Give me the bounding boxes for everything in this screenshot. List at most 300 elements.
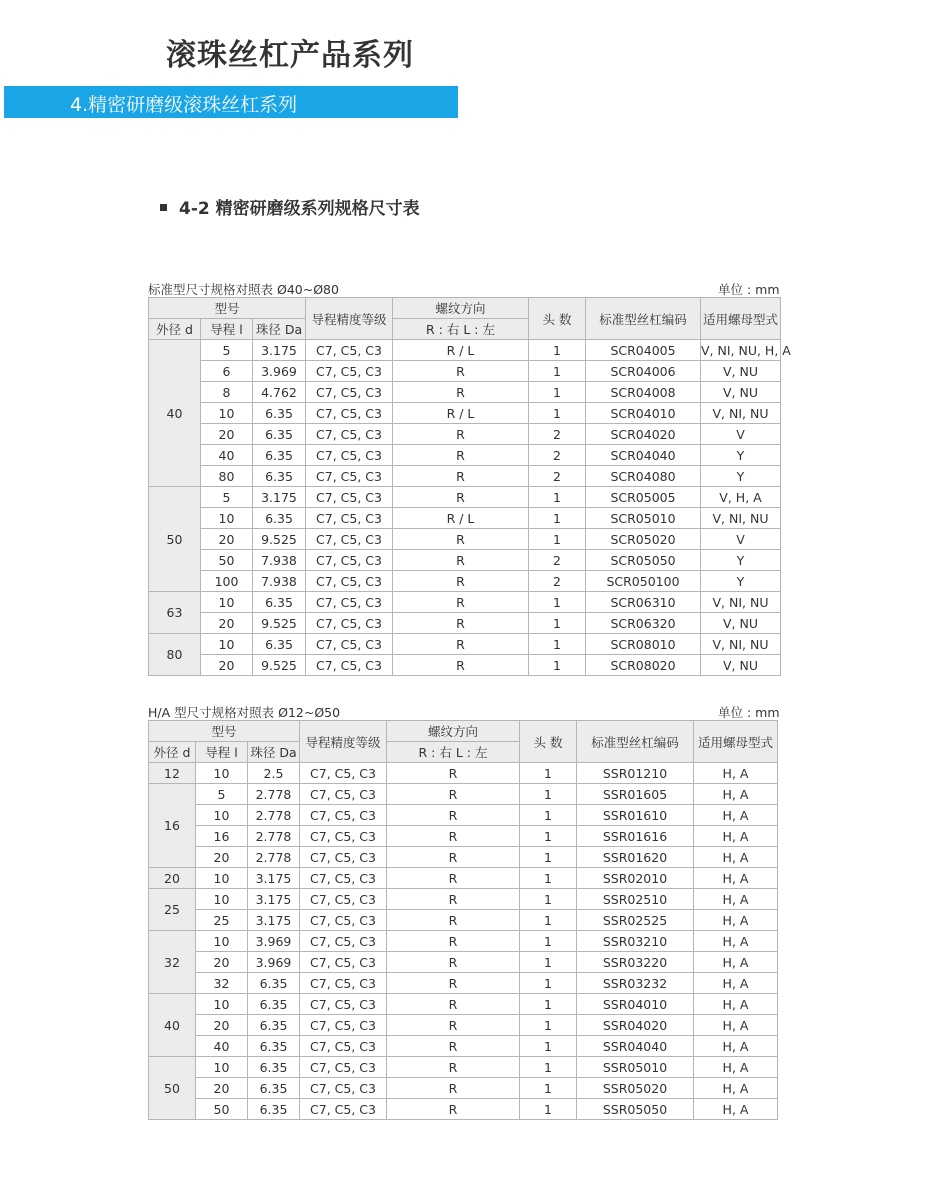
outer-diameter-cell: 80 <box>149 634 201 676</box>
header-ball: 珠径 Da <box>253 319 306 340</box>
outer-diameter-cell: 50 <box>149 487 201 592</box>
lead-cell: 10 <box>196 805 248 826</box>
precision-cell: C7, C5, C3 <box>300 1057 387 1078</box>
nut-type-cell: H, A <box>694 826 778 847</box>
screw-code-cell: SCR04080 <box>586 466 701 487</box>
precision-cell: C7, C5, C3 <box>300 910 387 931</box>
thread-direction-cell: R <box>393 487 529 508</box>
starts-cell: 2 <box>529 550 586 571</box>
table-row <box>149 1015 778 1036</box>
starts-cell: 1 <box>529 592 586 613</box>
ball-diameter-cell: 9.525 <box>253 655 306 676</box>
screw-code-cell: SCR05010 <box>586 508 701 529</box>
screw-code-cell: SSR01210 <box>577 763 694 784</box>
table-row <box>149 487 781 508</box>
page-title: 滚珠丝杠产品系列 <box>166 38 414 73</box>
outer-diameter-cell: 20 <box>149 868 196 889</box>
starts-cell: 1 <box>529 655 586 676</box>
lead-cell: 20 <box>196 847 248 868</box>
starts-cell: 2 <box>529 571 586 592</box>
precision-cell: C7, C5, C3 <box>300 1036 387 1057</box>
table1-unit: 单位 : mm <box>718 282 780 297</box>
starts-cell: 1 <box>520 973 577 994</box>
thread-direction-cell: R <box>387 826 520 847</box>
screw-code-cell: SSR02525 <box>577 910 694 931</box>
ball-diameter-cell: 2.778 <box>248 847 300 868</box>
nut-type-cell: V, NU <box>701 361 781 382</box>
nut-type-cell: H, A <box>694 868 778 889</box>
nut-type-cell: H, A <box>694 931 778 952</box>
lead-cell: 100 <box>201 571 253 592</box>
lead-cell: 10 <box>201 508 253 529</box>
table-row <box>149 868 778 889</box>
nut-type-cell: H, A <box>694 910 778 931</box>
starts-cell: 1 <box>520 868 577 889</box>
screw-code-cell: SCR05020 <box>586 529 701 550</box>
table-row <box>149 805 778 826</box>
precision-cell: C7, C5, C3 <box>300 931 387 952</box>
thread-direction-cell: R <box>387 1036 520 1057</box>
ball-diameter-cell: 6.35 <box>253 424 306 445</box>
precision-cell: C7, C5, C3 <box>306 592 393 613</box>
ball-diameter-cell: 6.35 <box>248 994 300 1015</box>
nut-type-cell: V, NI, NU <box>701 592 781 613</box>
screw-code-cell: SSR02510 <box>577 889 694 910</box>
screw-code-cell: SCR05050 <box>586 550 701 571</box>
screw-code-cell: SSR03220 <box>577 952 694 973</box>
table-row <box>149 529 781 550</box>
header-starts: 头 数 <box>520 721 577 763</box>
thread-direction-cell: R <box>393 382 529 403</box>
nut-type-cell: H, A <box>694 952 778 973</box>
screw-code-cell: SCR04008 <box>586 382 701 403</box>
outer-diameter-cell: 40 <box>149 340 201 487</box>
table-row <box>149 952 778 973</box>
ball-diameter-cell: 6.35 <box>248 1078 300 1099</box>
starts-cell: 1 <box>520 931 577 952</box>
ball-diameter-cell: 6.35 <box>253 445 306 466</box>
starts-cell: 1 <box>529 487 586 508</box>
table2-caption: H/A 型尺寸规格对照表 Ø12~Ø50 <box>148 705 341 720</box>
nut-type-cell: V, NI, NU <box>701 508 781 529</box>
ball-diameter-cell: 9.525 <box>253 529 306 550</box>
thread-direction-cell: R <box>393 655 529 676</box>
starts-cell: 1 <box>520 847 577 868</box>
screw-code-cell: SCR05005 <box>586 487 701 508</box>
ball-diameter-cell: 3.175 <box>248 910 300 931</box>
nut-type-cell: V, NU <box>701 655 781 676</box>
precision-cell: C7, C5, C3 <box>300 805 387 826</box>
precision-cell: C7, C5, C3 <box>300 1099 387 1120</box>
screw-code-cell: SSR01616 <box>577 826 694 847</box>
precision-cell: C7, C5, C3 <box>306 529 393 550</box>
screw-code-cell: SSR04010 <box>577 994 694 1015</box>
screw-code-cell: SCR08020 <box>586 655 701 676</box>
screw-code-cell: SCR04010 <box>586 403 701 424</box>
starts-cell: 1 <box>520 910 577 931</box>
screw-code-cell: SCR08010 <box>586 634 701 655</box>
subsection-title: 4-2 精密研磨级系列规格尺寸表 <box>179 199 420 219</box>
spec-table-standard <box>148 297 791 676</box>
table-row <box>149 655 781 676</box>
ball-diameter-cell: 3.175 <box>248 868 300 889</box>
square-bullet-icon <box>160 204 167 211</box>
ball-diameter-cell: 2.778 <box>248 784 300 805</box>
starts-cell: 1 <box>520 763 577 784</box>
nut-type-cell: H, A <box>694 973 778 994</box>
precision-cell: C7, C5, C3 <box>300 763 387 784</box>
table-row <box>149 466 781 487</box>
ball-diameter-cell: 6.35 <box>253 466 306 487</box>
screw-code-cell: SCR04020 <box>586 424 701 445</box>
thread-direction-cell: R / L <box>393 403 529 424</box>
table-row <box>149 508 781 529</box>
lead-cell: 10 <box>201 634 253 655</box>
starts-cell: 1 <box>520 1099 577 1120</box>
section-banner <box>4 86 458 118</box>
ball-diameter-cell: 6.35 <box>248 1015 300 1036</box>
starts-cell: 1 <box>520 952 577 973</box>
lead-cell: 25 <box>196 910 248 931</box>
header-precision: 导程精度等级 <box>300 721 387 763</box>
thread-direction-cell: R <box>393 634 529 655</box>
starts-cell: 1 <box>520 784 577 805</box>
nut-type-cell: H, A <box>694 763 778 784</box>
header-model: 型号 <box>149 298 306 319</box>
table-row <box>149 1099 778 1120</box>
precision-cell: C7, C5, C3 <box>300 994 387 1015</box>
lead-cell: 5 <box>201 340 253 361</box>
starts-cell: 1 <box>520 1015 577 1036</box>
nut-type-cell: V, NU <box>701 382 781 403</box>
lead-cell: 20 <box>201 529 253 550</box>
ball-diameter-cell: 2.778 <box>248 805 300 826</box>
lead-cell: 20 <box>201 655 253 676</box>
screw-code-cell: SCR06310 <box>586 592 701 613</box>
ball-diameter-cell: 2.5 <box>248 763 300 784</box>
outer-diameter-cell: 25 <box>149 889 196 931</box>
nut-type-cell: H, A <box>694 1036 778 1057</box>
lead-cell: 5 <box>196 784 248 805</box>
precision-cell: C7, C5, C3 <box>306 487 393 508</box>
table-row <box>149 931 778 952</box>
ball-diameter-cell: 6.35 <box>253 592 306 613</box>
screw-code-cell: SSR03232 <box>577 973 694 994</box>
precision-cell: C7, C5, C3 <box>300 1015 387 1036</box>
header-outer-d: 外径 d <box>149 742 196 763</box>
header-model: 型号 <box>149 721 300 742</box>
screw-code-cell: SCR04006 <box>586 361 701 382</box>
starts-cell: 1 <box>529 529 586 550</box>
table-row <box>149 571 781 592</box>
header-ball: 珠径 Da <box>248 742 300 763</box>
ball-diameter-cell: 3.175 <box>253 487 306 508</box>
ball-diameter-cell: 3.969 <box>253 361 306 382</box>
precision-cell: C7, C5, C3 <box>306 613 393 634</box>
table-row <box>149 994 778 1015</box>
header-code: 标准型丝杠编码 <box>586 298 701 340</box>
table-row <box>149 403 781 424</box>
table-row <box>149 445 781 466</box>
thread-direction-cell: R <box>387 784 520 805</box>
ball-diameter-cell: 2.778 <box>248 826 300 847</box>
nut-type-cell: V <box>701 529 781 550</box>
starts-cell: 1 <box>529 613 586 634</box>
nut-type-cell: H, A <box>694 1099 778 1120</box>
thread-direction-cell: R <box>393 361 529 382</box>
screw-code-cell: SCR050100 <box>586 571 701 592</box>
lead-cell: 50 <box>196 1099 248 1120</box>
precision-cell: C7, C5, C3 <box>306 382 393 403</box>
thread-direction-cell: R / L <box>393 340 529 361</box>
ball-diameter-cell: 9.525 <box>253 613 306 634</box>
thread-direction-cell: R <box>387 1078 520 1099</box>
thread-direction-cell: R <box>393 445 529 466</box>
table-row <box>149 361 781 382</box>
nut-type-cell: H, A <box>694 994 778 1015</box>
precision-cell: C7, C5, C3 <box>306 550 393 571</box>
precision-cell: C7, C5, C3 <box>300 889 387 910</box>
starts-cell: 1 <box>529 508 586 529</box>
precision-cell: C7, C5, C3 <box>300 973 387 994</box>
table-row <box>149 763 778 784</box>
starts-cell: 2 <box>529 466 586 487</box>
table-row <box>149 826 778 847</box>
nut-type-cell: Y <box>701 445 781 466</box>
lead-cell: 20 <box>201 613 253 634</box>
nut-type-cell: Y <box>701 571 781 592</box>
thread-direction-cell: R <box>387 1057 520 1078</box>
header-lead: 导程 l <box>196 742 248 763</box>
table-row <box>149 613 781 634</box>
lead-cell: 10 <box>196 1057 248 1078</box>
lead-cell: 10 <box>196 931 248 952</box>
outer-diameter-cell: 63 <box>149 592 201 634</box>
table1-caption: 标准型尺寸规格对照表 Ø40~Ø80 <box>148 282 339 297</box>
thread-direction-cell: R <box>393 571 529 592</box>
precision-cell: C7, C5, C3 <box>300 868 387 889</box>
ball-diameter-cell: 3.969 <box>248 952 300 973</box>
banner-title: 4.精密研磨级滚珠丝杠系列 <box>70 94 298 116</box>
screw-code-cell: SSR01605 <box>577 784 694 805</box>
header-outer-d: 外径 d <box>149 319 201 340</box>
thread-direction-cell: R <box>387 931 520 952</box>
table-row <box>149 784 778 805</box>
outer-diameter-cell: 40 <box>149 994 196 1057</box>
screw-code-cell: SSR05020 <box>577 1078 694 1099</box>
table-row <box>149 847 778 868</box>
table-row <box>149 592 781 613</box>
nut-type-cell: V, H, A <box>701 487 781 508</box>
lead-cell: 40 <box>201 445 253 466</box>
thread-direction-cell: R <box>387 847 520 868</box>
lead-cell: 10 <box>196 763 248 784</box>
thread-direction-cell: R <box>387 1099 520 1120</box>
thread-direction-cell: R <box>387 994 520 1015</box>
precision-cell: C7, C5, C3 <box>306 655 393 676</box>
lead-cell: 50 <box>201 550 253 571</box>
nut-type-cell: H, A <box>694 805 778 826</box>
starts-cell: 1 <box>529 382 586 403</box>
thread-direction-cell: R <box>393 550 529 571</box>
starts-cell: 1 <box>520 994 577 1015</box>
starts-cell: 1 <box>529 634 586 655</box>
ball-diameter-cell: 6.35 <box>253 403 306 424</box>
table-row <box>149 424 781 445</box>
starts-cell: 1 <box>529 403 586 424</box>
nut-type-cell: Y <box>701 550 781 571</box>
screw-code-cell: SSR05010 <box>577 1057 694 1078</box>
screw-code-cell: SSR03210 <box>577 931 694 952</box>
precision-cell: C7, C5, C3 <box>306 361 393 382</box>
table2-unit: 单位 : mm <box>718 705 780 720</box>
outer-diameter-cell: 12 <box>149 763 196 784</box>
lead-cell: 80 <box>201 466 253 487</box>
table-row <box>149 973 778 994</box>
nut-type-cell: H, A <box>694 847 778 868</box>
table-row <box>149 1036 778 1057</box>
thread-direction-cell: R <box>393 424 529 445</box>
precision-cell: C7, C5, C3 <box>300 1078 387 1099</box>
nut-type-cell: H, A <box>694 784 778 805</box>
lead-cell: 20 <box>196 952 248 973</box>
lead-cell: 10 <box>201 403 253 424</box>
header-lead: 导程 l <box>201 319 253 340</box>
nut-type-cell: H, A <box>694 1078 778 1099</box>
header-thread-sub: R : 右 L : 左 <box>393 319 529 340</box>
lead-cell: 40 <box>196 1036 248 1057</box>
starts-cell: 1 <box>520 1057 577 1078</box>
outer-diameter-cell: 16 <box>149 784 196 868</box>
thread-direction-cell: R <box>387 889 520 910</box>
nut-type-cell: V, NU <box>701 613 781 634</box>
ball-diameter-cell: 6.35 <box>248 1036 300 1057</box>
ball-diameter-cell: 6.35 <box>248 1099 300 1120</box>
table-row <box>149 340 781 361</box>
lead-cell: 20 <box>201 424 253 445</box>
screw-code-cell: SSR02010 <box>577 868 694 889</box>
header-precision: 导程精度等级 <box>306 298 393 340</box>
spec-table-ha <box>148 720 778 1120</box>
ball-diameter-cell: 7.938 <box>253 550 306 571</box>
starts-cell: 1 <box>520 826 577 847</box>
starts-cell: 2 <box>529 424 586 445</box>
thread-direction-cell: R / L <box>393 508 529 529</box>
screw-code-cell: SSR05050 <box>577 1099 694 1120</box>
subsection-heading <box>160 194 420 219</box>
thread-direction-cell: R <box>393 613 529 634</box>
nut-type-cell: H, A <box>694 1057 778 1078</box>
lead-cell: 10 <box>196 868 248 889</box>
starts-cell: 1 <box>520 1078 577 1099</box>
thread-direction-cell: R <box>387 910 520 931</box>
ball-diameter-cell: 6.35 <box>253 634 306 655</box>
ball-diameter-cell: 3.175 <box>253 340 306 361</box>
table-row <box>149 889 778 910</box>
precision-cell: C7, C5, C3 <box>306 340 393 361</box>
thread-direction-cell: R <box>387 1015 520 1036</box>
outer-diameter-cell: 32 <box>149 931 196 994</box>
nut-type-cell: H, A <box>694 889 778 910</box>
nut-type-cell: V, NI, NU, H, A <box>701 340 781 361</box>
thread-direction-cell: R <box>393 592 529 613</box>
ball-diameter-cell: 6.35 <box>248 1057 300 1078</box>
starts-cell: 1 <box>520 805 577 826</box>
outer-diameter-cell: 50 <box>149 1057 196 1120</box>
thread-direction-cell: R <box>387 973 520 994</box>
precision-cell: C7, C5, C3 <box>306 403 393 424</box>
precision-cell: C7, C5, C3 <box>300 826 387 847</box>
table-row <box>149 382 781 403</box>
ball-diameter-cell: 3.175 <box>248 889 300 910</box>
lead-cell: 8 <box>201 382 253 403</box>
ball-diameter-cell: 6.35 <box>253 508 306 529</box>
nut-type-cell: V <box>701 424 781 445</box>
precision-cell: C7, C5, C3 <box>300 847 387 868</box>
nut-type-cell: V, NI, NU <box>701 403 781 424</box>
lead-cell: 6 <box>201 361 253 382</box>
header-starts: 头 数 <box>529 298 586 340</box>
precision-cell: C7, C5, C3 <box>306 634 393 655</box>
header-nut-type: 适用螺母型式 <box>694 721 778 763</box>
header-thread-dir: 螺纹方向 <box>393 298 529 319</box>
table-row <box>149 910 778 931</box>
screw-code-cell: SCR06320 <box>586 613 701 634</box>
starts-cell: 2 <box>529 445 586 466</box>
lead-cell: 5 <box>201 487 253 508</box>
thread-direction-cell: R <box>393 466 529 487</box>
thread-direction-cell: R <box>387 763 520 784</box>
ball-diameter-cell: 7.938 <box>253 571 306 592</box>
ball-diameter-cell: 3.969 <box>248 931 300 952</box>
lead-cell: 10 <box>196 994 248 1015</box>
lead-cell: 32 <box>196 973 248 994</box>
starts-cell: 1 <box>520 1036 577 1057</box>
header-nut-type: 适用螺母型式 <box>701 298 781 340</box>
starts-cell: 1 <box>529 361 586 382</box>
lead-cell: 16 <box>196 826 248 847</box>
table-row <box>149 634 781 655</box>
nut-type-cell: V, NI, NU <box>701 634 781 655</box>
screw-code-cell: SCR04005 <box>586 340 701 361</box>
precision-cell: C7, C5, C3 <box>300 784 387 805</box>
starts-cell: 1 <box>520 889 577 910</box>
lead-cell: 10 <box>201 592 253 613</box>
precision-cell: C7, C5, C3 <box>306 571 393 592</box>
ball-diameter-cell: 4.762 <box>253 382 306 403</box>
ball-diameter-cell: 6.35 <box>248 973 300 994</box>
screw-code-cell: SSR04040 <box>577 1036 694 1057</box>
screw-code-cell: SSR01610 <box>577 805 694 826</box>
table-row <box>149 550 781 571</box>
precision-cell: C7, C5, C3 <box>306 508 393 529</box>
table-row <box>149 1078 778 1099</box>
screw-code-cell: SSR04020 <box>577 1015 694 1036</box>
nut-type-cell: Y <box>701 466 781 487</box>
starts-cell: 1 <box>529 340 586 361</box>
nut-type-cell: H, A <box>694 1015 778 1036</box>
header-code: 标准型丝杠编码 <box>577 721 694 763</box>
header-thread-sub: R : 右 L : 左 <box>387 742 520 763</box>
thread-direction-cell: R <box>387 805 520 826</box>
thread-direction-cell: R <box>387 952 520 973</box>
precision-cell: C7, C5, C3 <box>306 466 393 487</box>
lead-cell: 20 <box>196 1015 248 1036</box>
thread-direction-cell: R <box>393 529 529 550</box>
precision-cell: C7, C5, C3 <box>300 952 387 973</box>
precision-cell: C7, C5, C3 <box>306 424 393 445</box>
screw-code-cell: SCR04040 <box>586 445 701 466</box>
